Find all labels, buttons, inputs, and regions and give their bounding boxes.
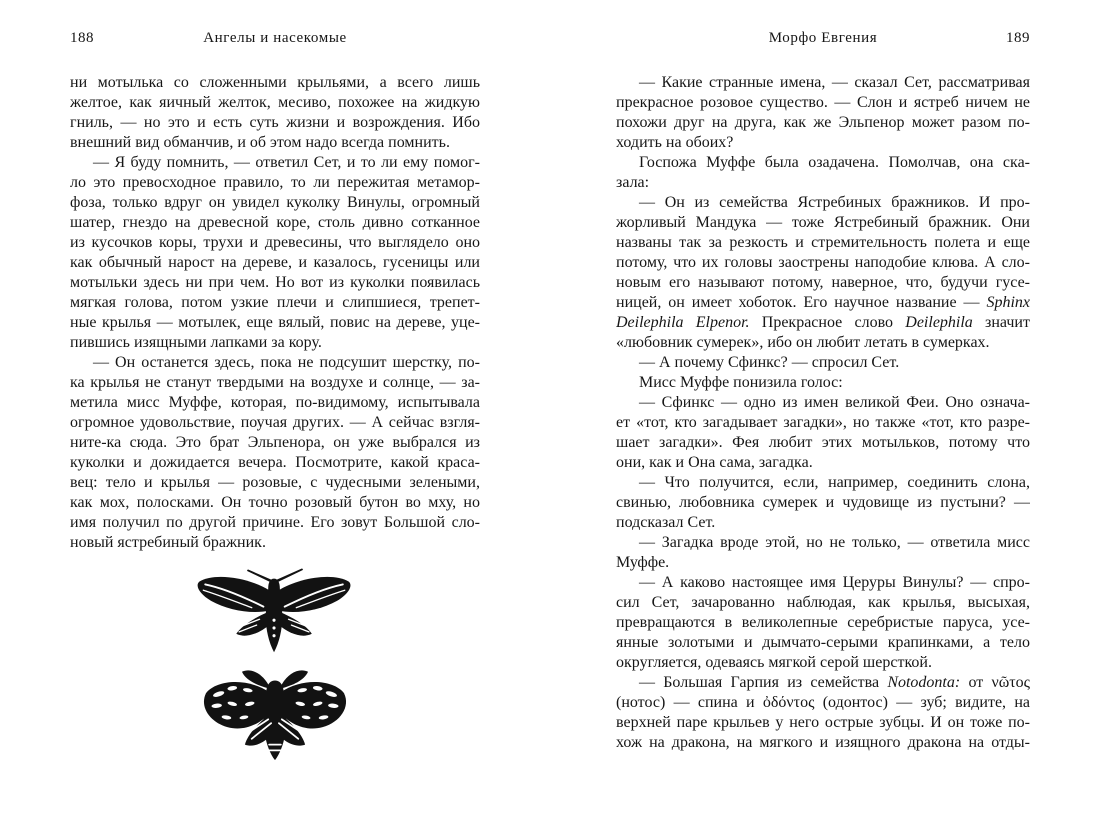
paragraph xyxy=(70,353,480,553)
text-line: куколки и дожидается вечера. Посмотрите, какой краса- xyxy=(70,454,480,471)
running-title-left: Ангелы и насекомые xyxy=(203,30,347,46)
text-line: новым его называют потому, наверное, что, будучи гусе- xyxy=(616,274,1030,291)
text-line: как обычный нарост на дереве, и казалось, гусеницы или xyxy=(70,254,480,271)
text-line: — А каково настоящее имя Церуры Винулы? — спро- xyxy=(639,574,1030,591)
text-line: из кусочков коры, трухи и древесины, что выглядело оно xyxy=(70,234,480,251)
text-line: — Он останется здесь, пока не подсушит шерстку, по- xyxy=(93,354,480,371)
text-line: мотыльки здесь ни при чем. Но вот из куколки появилась xyxy=(70,274,480,291)
text-line: Госпожа Муффе была озадачена. Помолчав, она ска- xyxy=(639,154,1030,171)
text-line: потому, что их головы заострены наподобие клюва. А сло- xyxy=(616,254,1030,271)
text-line: шатер, гнездо на древесной коре, столь дивно сотканное xyxy=(70,214,480,231)
paragraph xyxy=(616,193,1030,353)
text-line: — Большая Гарпия из семейства Notodonta: от νῶτος xyxy=(639,674,1030,691)
text-line: похожи друг на друга, как же Эльпенор может разом по- xyxy=(616,114,1030,131)
text-line: свинью, любовника сумерек и чудовище из пустыни? — xyxy=(616,494,1030,511)
text-line: превращаются в великолепные серебристые паруса, усе- xyxy=(616,614,1030,631)
text-line: мягкая голова, потом узкие плечи и слипшиеся, трепет- xyxy=(70,294,480,311)
text-line: фоза, только вдруг он увидел куколку Винулы, огромный xyxy=(70,194,480,211)
text-line: сил Сет, зачарованно наблюдая, как крылья, высыхая, xyxy=(616,594,1030,611)
paragraph xyxy=(616,73,1030,153)
text-line: гниль, — но это и есть суть жизни и возрождения. Ибо xyxy=(70,114,480,131)
text-line: ходить на обоих? xyxy=(616,134,734,151)
text-line: имя получил по другой причине. Его зовут Большой сло- xyxy=(70,514,480,531)
text-line: огромное удовольствие, поучая других. — А сейчас взгля- xyxy=(70,414,480,431)
text-line: названы так за резкость и стремительность полета и еще xyxy=(616,234,1030,251)
text-line: ницей, он имеет хоботок. Его научное название — Sphinx xyxy=(616,294,1030,311)
page-number-right: 189 xyxy=(1006,30,1030,46)
page-number-left: 188 xyxy=(70,30,94,46)
paragraph xyxy=(616,393,1030,473)
text-line: — Какие странные имена, — сказал Сет, рассматривая xyxy=(639,74,1030,91)
text-line: шает загадки». Фея любит этих мотыльков, потому что xyxy=(616,434,1030,451)
paragraph xyxy=(616,373,1030,393)
text-block-right xyxy=(616,73,1030,753)
text-line: как мох, полосками. Он точно розовый бутон во мху, но xyxy=(70,494,480,511)
paragraph xyxy=(616,153,1030,193)
text-line: — Загадка вроде этой, но не только, — ответила мисс xyxy=(639,534,1030,551)
text-line: ные крылья — мотылек, еще вялый, повис на дереве, уце- xyxy=(70,314,480,331)
puss-moth-illustration xyxy=(197,663,353,765)
text-line: «любовник сумерек», ибо он любит летать в сумерках. xyxy=(616,334,990,351)
text-line: внешний вид обманчив, и об этом надо всегда помнить. xyxy=(70,134,450,151)
text-block-left xyxy=(70,73,480,553)
text-line: Муффе. xyxy=(616,554,670,571)
text-line: округляется, одеваясь мягкой серой шерсткой. xyxy=(616,654,932,671)
page-left xyxy=(70,30,480,765)
running-title-right: Морфо Евгения xyxy=(768,30,878,46)
paragraph xyxy=(616,673,1030,753)
text-line: жорливый Мандука — тоже Ястребиный бражник. Они xyxy=(616,214,1030,231)
text-line: подсказал Сет. xyxy=(616,514,716,531)
text-line: — Он из семейства Ястребиных бражников. И про- xyxy=(639,194,1030,211)
text-line: прекрасное розовое существо. — Слон и ястреб ничем не xyxy=(616,94,1030,111)
paragraph xyxy=(70,153,480,353)
text-line: верхней паре крыльев у него острые зубцы. И он тоже по- xyxy=(616,714,1030,731)
text-line: ни мотылька со сложенными крыльями, а всего лишь xyxy=(70,74,480,91)
text-line: ет «тот, кто загадывает загадки», но также «тот, кто разре- xyxy=(616,414,1030,431)
text-line: они, как и Она сама, загадка. xyxy=(616,454,813,471)
text-line: ка крылья не станут твердыми на воздухе и солнце, — за- xyxy=(70,374,480,391)
text-line: (нотос) — спина и ὀδόντος (одонтос) — зуб; видите, на xyxy=(616,694,1030,711)
moth-figure xyxy=(70,566,480,765)
text-line: вец: тело и крылья — розовые, с чудесными зелеными, xyxy=(70,474,480,491)
text-line: желтое, как яичный желток, месиво, похожее на жидкую xyxy=(70,94,480,111)
text-line: новый ястребиный бражник. xyxy=(70,534,266,551)
text-line: метила мисс Муффе, которая, по-видимому, испытывала xyxy=(70,394,480,411)
hawk-moth-illustration xyxy=(191,566,359,658)
text-line: ните-ка сюда. Это брат Эльпенора, он уже выбрался из xyxy=(70,434,480,451)
paragraph xyxy=(616,353,1030,373)
text-line: Мисс Муффе понизила голос: xyxy=(639,374,843,391)
running-head-left xyxy=(70,30,480,47)
running-head-right xyxy=(616,30,1030,47)
text-line: зала: xyxy=(616,174,650,191)
paragraph xyxy=(616,473,1030,533)
text-line: — Я буду помнить, — ответил Сет, и то ли ему помог- xyxy=(93,154,480,171)
paragraph xyxy=(616,533,1030,573)
text-line: — А почему Сфинкс? — спросил Сет. xyxy=(639,354,900,371)
text-line: — Что получится, если, например, соединить слона, xyxy=(639,474,1030,491)
text-line: хож на дракона, на мягкого и изящного дракона на отды- xyxy=(616,734,1030,751)
text-line: Deilephila Elpenor. Прекрасное слово Deilephila значит xyxy=(616,314,1030,331)
text-line: пившись изящными лапками за кору. xyxy=(70,334,322,351)
paragraph xyxy=(616,573,1030,673)
text-line: ло это превосходное правило, то ли пережитая метамор- xyxy=(70,174,480,191)
text-line: янные золотыми и дымчато-серыми крапинками, а тело xyxy=(616,634,1030,651)
paragraph xyxy=(70,73,480,153)
page-right xyxy=(616,30,1030,753)
text-line: — Сфинкс — одно из имен великой Феи. Оно означа- xyxy=(639,394,1030,411)
